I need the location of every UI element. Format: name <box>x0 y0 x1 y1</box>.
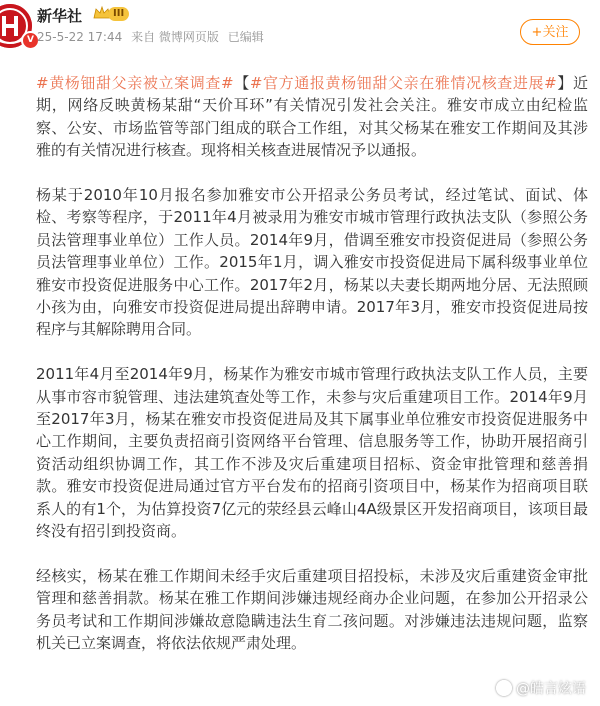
hashtag-link[interactable]: #官方通报黄杨钿甜父亲在雅情况核查进展# <box>249 74 557 92</box>
watermark-text: @皓言炫语 <box>516 681 586 697</box>
paragraph-duties: 2011年4月至2014年9月，杨某作为雅安市城市管理行政执法支队工作人员，主要从事市容市貌管理、违法建筑查处等工作，未参与灾后重建项目工作。2014年9月至2017年3月，杨某在雅安市投资促进局及其下属事业单位雅安市投资促进服务中心工作期间，主要负责招商引资网络平台管理、信息服务等工作，协助开展招商引资活动组织协调工作，其工作不涉及灾后重建项目招标、资金审批管理和慈善捐款。雅安市投资促进局通过官方平台发布的招商引资项目中，杨某作为招商项目联系人的有1个，为估算投资7亿元的荥经县云峰山4A级景区开发招商项目，该项目最终没有招引到投资商。 <box>36 365 588 541</box>
paragraph-findings: 经核实，杨某在雅工作期间未经手灾后重建项目招投标，未涉及灾后重建资金审批管理和慈善捐款。杨某在雅工作期间涉嫌违规经商办企业问题，在参加公开招录公务员考试和工作期间涉嫌故意隐瞒违法生育二孩问题。对涉嫌违法违规问题，监察机关已立案调查，将依法依规严肃处理。 <box>36 566 588 653</box>
level-badge: III <box>108 7 129 21</box>
post-header <box>0 0 600 46</box>
intro-text: 】近期，网络反映黄杨某甜“天价耳环”有关情况引发社会关注。雅安市成立由纪检监察、公安、市场监管等部门组成的联合工作组，对其父杨某在雅安工作期间及其涉雅的有关情况进行核查。现将相关核查进展情况予以通报。 <box>36 74 588 160</box>
author-name[interactable]: 新华社 <box>37 7 83 25</box>
follow-button[interactable]: +关注 <box>520 19 580 45</box>
watermark <box>496 678 586 698</box>
watermark-logo-icon <box>496 680 512 696</box>
bracket-open: 【 <box>233 74 250 92</box>
post-meta <box>37 28 269 45</box>
paragraph-career: 杨某于2010年10月报名参加雅安市公开招录公务员考试，经过笔试、面试、体检、考察等程序，于2011年4月被录用为雅安市城市管理行政执法支队（参照公务员法管理事业单位）工作人员。2014年9月，借调至雅安市投资促进局（参照公务员法管理事业单位）工作。2015年1月，调入雅安市投资促进局下属科级事业单位雅安市投资促进服务中心工作。2017年2月，杨某以夫妻长期两地分居、无法照顾小孩为由，向雅安市投资促进局提出辞聘申请。2017年3月，雅安市投资促进局按程序与其解除聘用合同。 <box>36 186 588 339</box>
hashtag-link[interactable]: #黄杨钿甜父亲被立案调查# <box>36 74 234 92</box>
post-source: 来自 微博网页版 <box>131 30 219 44</box>
verified-icon: V <box>21 31 40 50</box>
paragraph-intro <box>36 72 588 162</box>
post-date[interactable]: 25-5-22 17:44 <box>37 30 123 44</box>
edited-label[interactable]: 已编辑 <box>227 30 264 44</box>
post-content <box>36 72 588 655</box>
